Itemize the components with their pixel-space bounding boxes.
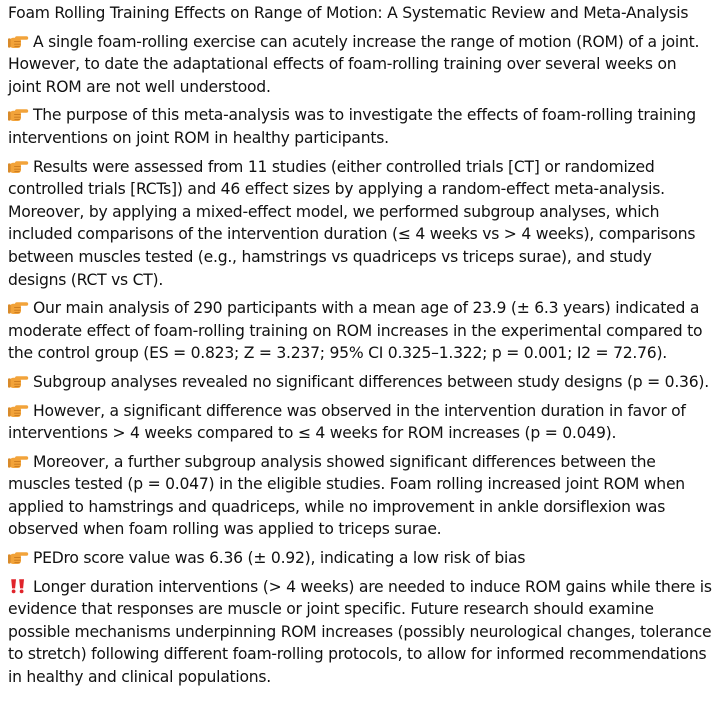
paragraph (8, 104, 713, 149)
paragraph (8, 400, 713, 445)
paragraph (8, 371, 713, 394)
paragraph-text: Subgroup analyses revealed no significant differences between study designs (p = 0.36). (33, 372, 709, 391)
paragraph (8, 451, 713, 541)
pointing-hand-icon (8, 33, 29, 49)
pointing-hand-icon (8, 373, 29, 389)
paragraph (8, 547, 713, 570)
pointing-hand-icon (8, 453, 29, 469)
paragraph (8, 156, 713, 292)
paragraph (8, 297, 713, 365)
paragraph-text: The purpose of this meta-analysis was to investigate the effects of foam-rolling training interventions on joint ROM in healthy participants. (8, 106, 696, 147)
document-title: Foam Rolling Training Effects on Range of Motion: A Systematic Review and Meta-Analysis (8, 4, 689, 22)
paragraph-text: Our main analysis of 290 participants with a mean age of 23.9 (± 6.3 years) indicated a moderate effect of foam-rolling training on ROM increases in the experimental compared to the control group (ES = 0.823; Z = 3.237; 95% CI 0.325–1.322; p = 0.001; I2 = 72.76). (8, 299, 703, 363)
paragraph-text: PEDro score value was 6.36 (± 0.92), indicating a low risk of bias (33, 549, 526, 568)
pointing-hand-icon (8, 402, 29, 418)
paragraph-text: A single foam-rolling exercise can acutely increase the range of motion (ROM) of a joint. However, to date the adaptational effects of foam-rolling training over several weeks on joint ROM are not well understood. (8, 32, 700, 96)
paragraph-text: Results were assessed from 11 studies (either controlled trials [CT] or randomized controlled trials [RCTs]) and 46 effect sizes by applying a random-effect meta-analysis. Moreover, by applying a mixed-effect model, we performed subgroup analyses, which included comparisons of the intervention duration (≤ 4 weeks vs > 4 weeks), comparisons between muscles tested (e.g., hamstrings vs quadriceps vs triceps surae), and study designs (RCT vs CT). (8, 157, 696, 289)
pointing-hand-icon (8, 158, 29, 174)
double-exclamation-icon (8, 578, 29, 594)
paragraph (8, 31, 713, 99)
pointing-hand-icon (8, 299, 29, 315)
pointing-hand-icon (8, 549, 29, 565)
paragraph (8, 576, 713, 689)
pointing-hand-icon (8, 106, 29, 122)
paragraph-text: Moreover, a further subgroup analysis showed significant differences between the muscles tested (p = 0.047) in the eligible studies. Foam rolling increased joint ROM when applied to hamstrings and quadriceps, while no improvement in ankle dorsiflexion was observed when foam rolling was applied to triceps surae. (8, 452, 685, 539)
paragraph-text: Longer duration interventions (> 4 weeks) are needed to induce ROM gains while there is evidence that responses are muscle or joint specific. Future research should examine possible mechanisms underpinning ROM increases (possibly neurological changes, tolerance to stretch) following different foam-rolling protocols, to allow for informed recommendations in healthy and clinical populations. (8, 577, 712, 687)
paragraph-text: However, a significant difference was observed in the intervention duration in favor of interventions > 4 weeks compared to ≤ 4 weeks for ROM increases (p = 0.049). (8, 401, 686, 443)
